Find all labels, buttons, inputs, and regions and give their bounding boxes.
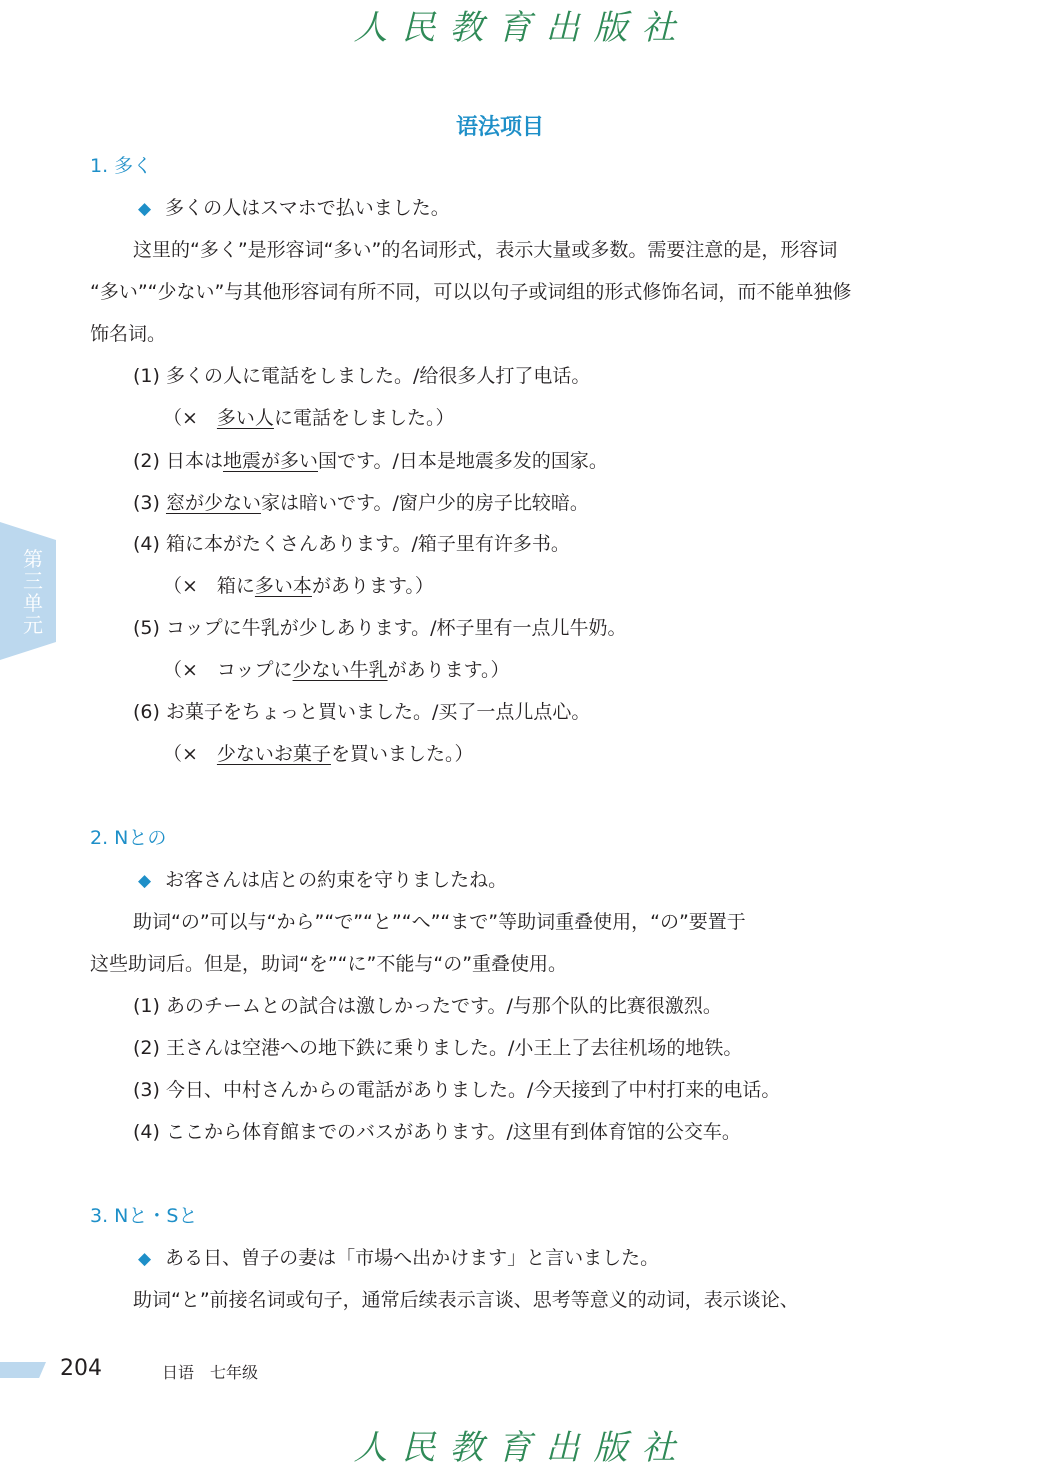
point-3-example [138,1245,659,1272]
point-1-item-2 [133,448,608,474]
point-1-item-6 [133,699,590,725]
point-1-item-6-wrong [163,741,473,767]
unit-side-tab-label: 第三单元 [23,547,43,637]
underlined-phrase: 多い本 [254,575,312,597]
item-text: 王さんは空港への地下鉄に乗りました。/小王上了去往机场的地铁。 [165,1037,743,1059]
item-number: (6) [133,701,160,723]
point-1-example [138,195,450,222]
wrong-suffix: があります。） [387,659,510,681]
wrong-prefix: （× [163,743,217,765]
page-number: 204 [60,1356,102,1381]
publisher-logo-bottom: 人民教育出版社 [353,1428,690,1468]
item-number: (2) [133,450,160,472]
footer-accent-bar [0,1362,46,1378]
item-text: お菓子をちょっと買いました。/买了一点儿点心。 [165,701,591,723]
diamond-bullet-icon: ◆ [138,871,152,891]
point-2-item-2 [133,1035,742,1061]
item-text: 箱に本がたくさんあります。/箱子里有许多书。 [165,533,570,555]
example-text: お客さんは店との約束を守りましたね。 [165,869,508,891]
underlined-phrase: 少ない牛乳 [292,659,388,681]
point-1-item-4-wrong [163,573,434,599]
point-1-item-3 [133,490,589,516]
example-text: 多くの人はスマホで払いました。 [165,197,450,219]
point-2-item-1 [133,993,722,1019]
diamond-bullet-icon: ◆ [138,1249,152,1269]
point-1-item-4 [133,531,570,557]
underlined-phrase: 窓が少ない [165,492,261,514]
point-3-heading: 3. Nと・Sと [90,1205,198,1227]
point-3-explanation-line-1: 助词“と”前接名词或句子，通常后续表示言谈、思考等意义的动词，表示谈论、 [133,1289,799,1311]
item-number: (2) [133,1037,160,1059]
point-1-item-1 [133,363,590,389]
point-1-explanation-line-1: 这里的“多く”是形容词“多い”的名词形式，表示大量或多数。需要注意的是，形容词 [133,239,838,261]
item-text: コップに牛乳が少しあります。/杯子里有一点儿牛奶。 [165,617,627,639]
item-text: 今日、中村さんからの電話がありました。/今天接到了中村打来的电话。 [165,1079,781,1101]
item-number: (1) [133,995,160,1017]
item-suffix: 国です。/日本是地震多发的国家。 [318,450,608,472]
publisher-logo-top: 人民教育出版社 [353,8,690,48]
item-suffix: 家は暗いです。/窗户少的房子比较暗。 [260,492,589,514]
section-title: 语法项目 [455,115,544,140]
item-prefix: 日本は [165,450,223,472]
wrong-prefix: （× 箱に [163,575,255,597]
point-2-item-3 [133,1077,780,1103]
point-1-item-1-wrong [163,405,454,431]
item-number: (1) [133,365,160,387]
wrong-prefix: （× コップに [163,659,293,681]
wrong-suffix: を買いました。） [330,743,474,765]
wrong-suffix: があります。） [311,575,434,597]
point-1-explanation-line-3: 饰名词。 [90,323,167,345]
item-number: (5) [133,617,160,639]
example-text: ある日、曽子の妻は「市場へ出かけます」と言いました。 [165,1247,660,1269]
wrong-prefix: （× [163,407,217,429]
point-1-item-5-wrong [163,657,510,683]
item-number: (3) [133,1079,160,1101]
item-number: (4) [133,1121,160,1143]
item-number: (4) [133,533,160,555]
point-2-example [138,867,507,894]
point-2-explanation-line-2: 这些助词后。但是，助词“を”“に”不能与“の”重叠使用。 [90,953,568,975]
item-number: (3) [133,492,160,514]
item-text: あのチームとの試合は激しかったです。/与那个队的比赛很激烈。 [165,995,722,1017]
point-1-explanation-line-2: “多い”“少ない”与其他形容词有所不同，可以以句子或词组的形式修饰名词，而不能单独修 [90,281,852,303]
item-text: 多くの人に電話をしました。/给很多人打了电话。 [165,365,591,387]
wrong-suffix: に電話をしました。） [273,407,455,429]
point-2-item-4 [133,1119,741,1145]
point-1-heading: 1. 多く [90,155,153,177]
diamond-bullet-icon: ◆ [138,199,152,219]
underlined-phrase: 少ないお菓子 [216,743,331,765]
point-1-item-5 [133,615,626,641]
item-text: ここから体育館までのバスがあります。/这里有到体育馆的公交车。 [165,1121,741,1143]
underlined-phrase: 地震が多い [222,450,318,472]
underlined-phrase: 多い人 [216,407,274,429]
book-title: 日语 七年级 [162,1363,259,1382]
point-2-heading: 2. Nとの [90,827,167,849]
point-2-explanation-line-1: 助词“の”可以与“から”“で”“と”“へ”“まで”等助词重叠使用，“の”要置于 [133,911,746,933]
